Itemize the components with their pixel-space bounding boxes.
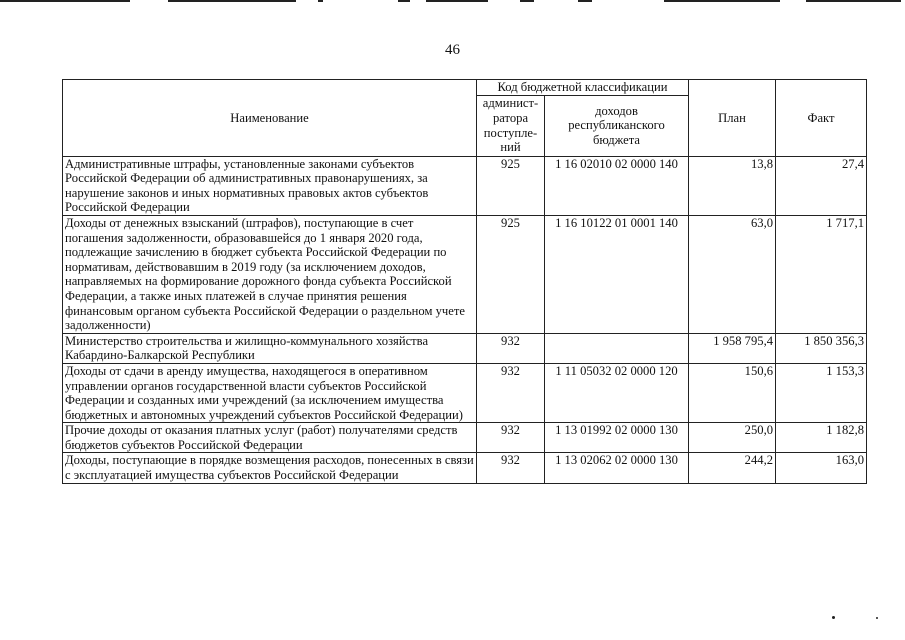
budget-table [62,79,867,484]
header-plan: План [689,80,776,157]
table-row [63,363,867,422]
row-name: Прочие доходы от оказания платных услуг (работ) получателями средств бюджетов субъектов Российской Федерации [63,423,477,453]
row-fact: 27,4 [776,156,867,215]
row-name: Доходы, поступающие в порядке возмещения расходов, понесенных в связи с эксплуатацией имущества субъектов Российской Федерации [63,453,477,483]
row-admin-code: 932 [477,423,545,453]
row-admin-code: 932 [477,363,545,422]
table-row [63,215,867,333]
header-code-group: Код бюджетной классификации [477,80,689,96]
page-number: 46 [445,42,460,58]
row-name: Доходы от денежных взысканий (штрафов), поступающие в счет погашения задолженности, образовавшейся до 1 января 2020 года, подлежащие зачислению в бюджет субъекта Российской Федерации по нормативам, действовавшим в 2019 году (за исключением доходов, направляемых на формирование дорожного фонда субъекта Российской Федерации, а также иных платежей в случае принятия решения финансовым органом субъекта Российской Федерации о раздельном учете задолженности) [63,215,477,333]
row-admin-code: 932 [477,453,545,483]
header-name: Наименование [63,80,477,157]
row-income-code: 1 16 02010 02 0000 140 [545,156,689,215]
scan-artifact-line [318,0,323,2]
header-fact: Факт [776,80,867,157]
table-header [63,80,867,157]
row-plan: 250,0 [689,423,776,453]
row-fact: 1 153,3 [776,363,867,422]
row-plan: 13,8 [689,156,776,215]
header-income: доходов республиканского бюджета [545,95,689,156]
table-row [63,333,867,363]
row-fact: 1 182,8 [776,423,867,453]
scan-artifact-line [168,0,296,2]
row-fact: 163,0 [776,453,867,483]
row-plan: 150,6 [689,363,776,422]
row-income-code: 1 16 10122 01 0001 140 [545,215,689,333]
row-name: Административные штрафы, установленные законами субъектов Российской Федерации об административных правонарушениях, за нарушение законов и иных нормативных правовых актов субъектов Российской Федерации [63,156,477,215]
scan-artifact-line [578,0,592,2]
scan-artifact-line [520,0,534,2]
scan-speck [832,616,835,619]
header-admin: админист-ратора поступле-ний [477,95,545,156]
row-admin-code: 925 [477,215,545,333]
row-plan: 63,0 [689,215,776,333]
row-plan: 244,2 [689,453,776,483]
row-name: Доходы от сдачи в аренду имущества, находящегося в оперативном управлении органов государственной власти субъектов Российской Федерации и созданных ими учреждений (за исключением имущества бюджетных и автономных учреждений субъектов Российской Федерации) [63,363,477,422]
row-income-code [545,333,689,363]
scan-artifact-line [664,0,780,2]
row-admin-code: 925 [477,156,545,215]
row-plan: 1 958 795,4 [689,333,776,363]
row-fact: 1 850 356,3 [776,333,867,363]
scan-artifact-line [426,0,488,2]
table-row [63,423,867,453]
scan-speck [876,617,878,619]
table-row [63,453,867,483]
row-fact: 1 717,1 [776,215,867,333]
scan-artifact-line [0,0,130,2]
row-income-code: 1 13 01992 02 0000 130 [545,423,689,453]
row-admin-code: 932 [477,333,545,363]
table-body [63,156,867,483]
row-name: Министерство строительства и жилищно-коммунального хозяйства Кабардино-Балкарской Республики [63,333,477,363]
scan-artifact-line [806,0,901,2]
scan-artifact-line [398,0,410,2]
table-row [63,156,867,215]
row-income-code: 1 11 05032 02 0000 120 [545,363,689,422]
row-income-code: 1 13 02062 02 0000 130 [545,453,689,483]
